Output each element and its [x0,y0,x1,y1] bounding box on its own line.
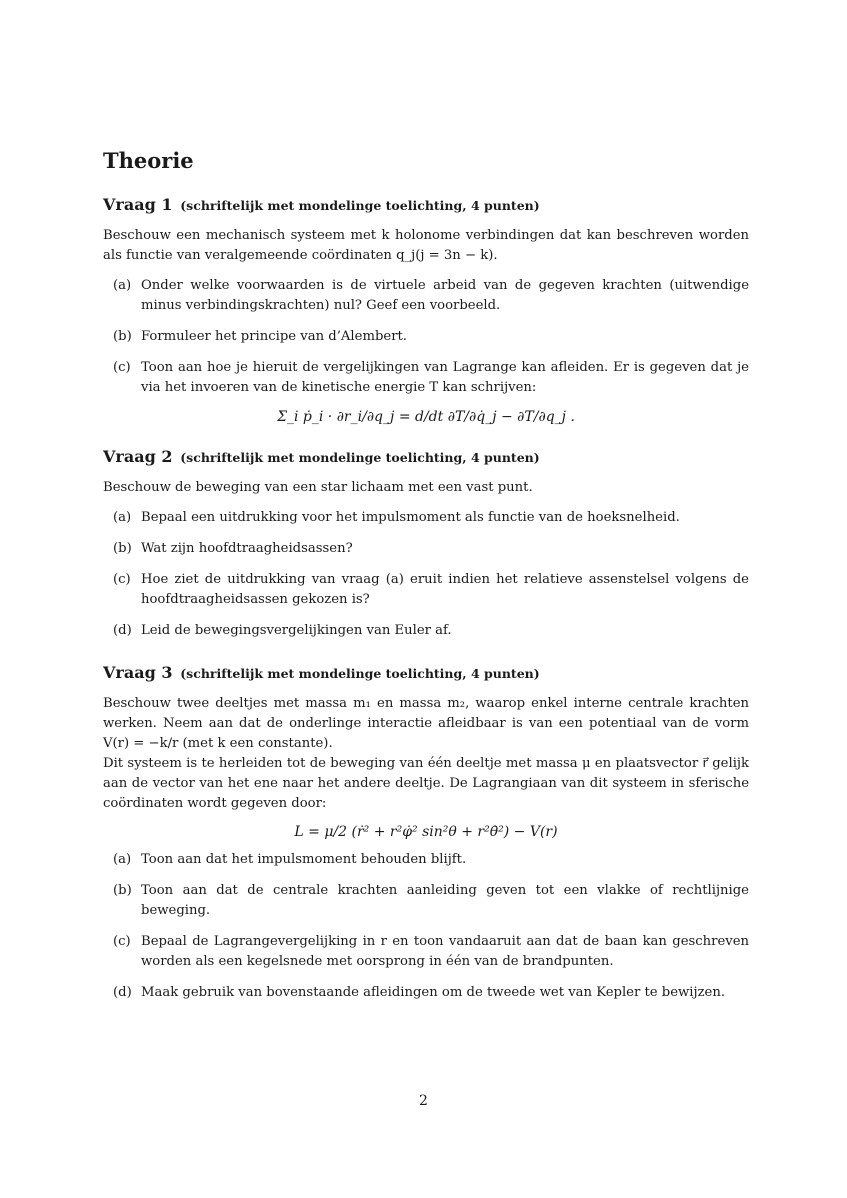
question-3-intro-2: Dit systeem is te herleiden tot de beweging van één deeltje met massa μ en plaatsvector r⃗ gelijk aan de vector van het ene naar het andere deeltje. De Lagrangiaan van dit systeem in sferische coördinaten wordt gegeven door: [103,756,749,811]
question-2-items [103,508,749,641]
question-1-meta: (schriftelijk met mondelinge toelichting, 4 punten) [180,198,540,213]
question-3-title: Vraag 3 [103,663,173,682]
list-item [103,508,749,528]
list-item [103,539,749,559]
item-label: (c) [113,360,131,375]
item-text: Leid de bewegingsvergelijkingen van Euler af. [141,623,452,638]
question-1 [103,195,749,425]
question-2-heading [103,447,749,466]
page-number: 2 [419,1093,428,1109]
question-2 [103,447,749,641]
item-label: (b) [113,541,132,556]
question-3 [103,663,749,1003]
list-item [103,358,749,398]
item-text: Formuleer het principe van d’Alembert. [141,329,408,344]
section-title: Theorie [103,148,194,173]
item-label: (a) [113,278,132,293]
item-text: Toon aan dat het impulsmoment behouden blijft. [141,852,467,867]
list-item [103,932,749,972]
item-text: Maak gebruik van bovenstaande afleidingen om de tweede wet van Kepler te bewijzen. [141,985,726,1000]
lagrange-equation: Σ_i ṗ_i · ∂r_i/∂q_j = d/dt ∂T/∂q̇_j − ∂T/∂q_j . [277,409,575,425]
lagrangian-equation: L = μ/2 (ṙ² + r²φ̇² sin²θ + r²θ̇²) − V(r) [294,824,558,840]
item-text: Wat zijn hoofdtraagheidsassen? [141,541,353,556]
item-text: Toon aan hoe je hieruit de vergelijkingen van Lagrange kan afleiden. Er is gegeven dat je via het invoeren van de kinetische energie T kan schrijven: [141,360,749,395]
question-1-items [103,276,749,398]
list-item [103,850,749,870]
question-2-meta: (schriftelijk met mondelinge toelichting, 4 punten) [180,450,540,465]
question-2-title: Vraag 2 [103,447,173,466]
item-label: (a) [113,510,132,525]
question-3-items [103,850,749,1003]
item-label: (d) [113,623,132,638]
item-text: Bepaal een uitdrukking voor het impulsmoment als functie van de hoeksnelheid. [141,510,680,525]
list-item [103,881,749,921]
item-label: (c) [113,934,131,949]
question-3-intro-1: Beschouw twee deeltjes met massa m₁ en massa m₂, waarop enkel interne centrale krachten werken. Neem aan dat de onderlinge interactie afleidbaar is van een potentiaal van de vorm V(r) = −k/r (met k een constante). [103,696,749,751]
question-1-heading [103,195,749,214]
list-item [103,327,749,347]
item-text: Bepaal de Lagrangevergelijking in r en toon vandaaruit aan dat de baan kan geschreven worden als een kegelsnede met oorsprong in één van de brandpunten. [141,934,749,969]
list-item [103,570,749,610]
list-item [103,276,749,316]
question-3-meta: (schriftelijk met mondelinge toelichting, 4 punten) [180,666,540,681]
item-label: (b) [113,883,132,898]
list-item [103,983,749,1003]
page-content [103,148,749,1025]
question-1-intro: Beschouw een mechanisch systeem met k holonome verbindingen dat kan beschreven worden als functie van veralgemeende coördinaten q_j(j = 3n − k). [103,228,749,263]
item-text: Toon aan dat de centrale krachten aanleiding geven tot een vlakke of rechtlijnige beweging. [141,883,749,918]
item-label: (c) [113,572,131,587]
list-item [103,621,749,641]
item-label: (b) [113,329,132,344]
item-text: Onder welke voorwaarden is de virtuele arbeid van de gegeven krachten (uitwendige minus verbindingskrachten) nul? Geef een voorbeeld. [141,278,749,313]
question-2-intro: Beschouw de beweging van een star lichaam met een vast punt. [103,480,533,495]
question-3-heading [103,663,749,682]
item-label: (a) [113,852,132,867]
item-text: Hoe ziet de uitdrukking van vraag (a) eruit indien het relatieve assenstelsel volgens de hoofdtraagheidsassen gekozen is? [141,572,749,607]
question-1-title: Vraag 1 [103,195,173,214]
item-label: (d) [113,985,132,1000]
